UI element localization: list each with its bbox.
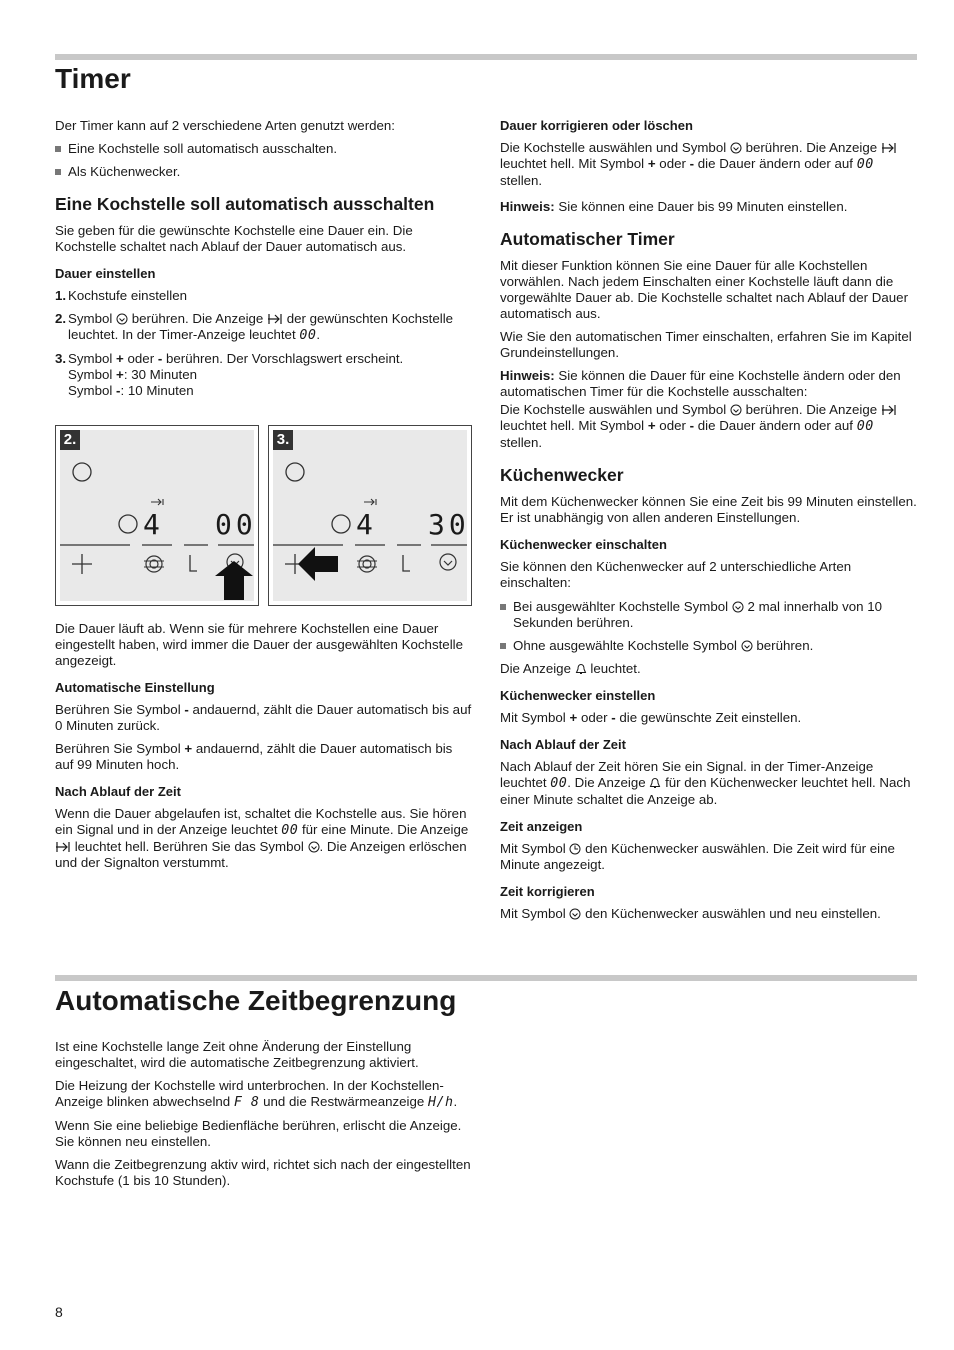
auto-timer-text-2: Wie Sie den automatischen Timer einschalten, erfahren Sie im Kapitel Grundeinstellungen. bbox=[500, 329, 912, 360]
zeit-korrigieren-text: Mit Symbol den Küchenwecker auswählen und neu einstellen. bbox=[500, 906, 881, 921]
level-display: 4 bbox=[356, 508, 374, 541]
heading-wecker-einstellen: Küchenwecker einstellen bbox=[500, 688, 656, 703]
wecker-set-text: Mit Symbol + oder - die gewünschte Zeit einstellen. bbox=[500, 710, 802, 725]
heading-zeit-korrigieren: Zeit korrigieren bbox=[500, 884, 595, 899]
zeitbegrenzung-text-3: Wenn Sie eine beliebige Bedienfläche berühren, erlischt die Anzeige. Sie können neu einstellen. bbox=[55, 1118, 462, 1149]
zeit-anzeigen-text: Mit Symbol den Küchenwecker auswählen. Die Zeit wird für eine Minute angezeigt. bbox=[500, 841, 895, 872]
timer-icon bbox=[730, 142, 742, 154]
list-item: Bei ausgewählter Kochstelle Symbol 2 mal innerhalb von 10 Sekunden berühren. bbox=[500, 599, 918, 631]
left-column-lower bbox=[55, 621, 473, 878]
intro-text: Der Timer kann auf 2 verschiedene Arten genutzt werden: bbox=[55, 118, 395, 133]
nach-ablauf-text: Wenn die Dauer abgelaufen ist, schaltet die Kochstelle aus. Sie hören ein Signal und in der Anzeige leuchtet 00 für eine Minute. Die Anzeige leuchtet hell. Berühren Sie das Symbol . Die Anzeigen erlöschen und der Signalton verstummt. bbox=[55, 806, 469, 870]
timer-icon bbox=[569, 908, 581, 920]
section2-text bbox=[55, 1039, 473, 1196]
wecker-ein-text: Sie können den Küchenwecker auf 2 unterschiedliche Arten einschalten: bbox=[500, 559, 852, 590]
arrow-bar-icon bbox=[55, 841, 71, 853]
bell-icon bbox=[575, 663, 587, 675]
auto-off-text: Sie geben für die gewünschte Kochstelle eine Dauer ein. Die Kochstelle schaltet nach Ablauf der Dauer automatisch aus. bbox=[55, 223, 413, 254]
after-figure-text: Die Dauer läuft ab. Wenn sie für mehrere Kochstellen eine Dauer eingestellt haben, wird immer die Dauer der ausgewählten Kochstelle angezeigt. bbox=[55, 621, 463, 668]
hinweis-1: Hinweis: Sie können eine Dauer bis 99 Minuten einstellen. bbox=[500, 199, 848, 214]
figure-label: 2. bbox=[60, 430, 80, 450]
step-2: 2. Symbol berühren. Die Anzeige der gewünschten Kochstelle leuchtet. In der Timer-Anzeige leuchtet 00. bbox=[55, 311, 454, 343]
figure-label: 3. bbox=[273, 430, 293, 450]
wecker-ein-list bbox=[500, 599, 918, 654]
heading-auto-einstellung: Automatische Einstellung bbox=[55, 680, 215, 695]
page-number: 8 bbox=[55, 1304, 63, 1320]
control-panel-figure-3 bbox=[268, 425, 472, 606]
section-title: Automatische Zeitbegrenzung bbox=[55, 985, 457, 1016]
heading-kuechenwecker: Küchenwecker bbox=[500, 465, 624, 485]
heading-nach-ablauf-2: Nach Ablauf der Zeit bbox=[500, 737, 626, 752]
control-panel-figure-2 bbox=[55, 425, 259, 606]
timer-icon bbox=[732, 601, 744, 613]
timer-display: 00 bbox=[215, 508, 257, 541]
auto-timer-text-1: Mit dieser Funktion können Sie eine Dauer für alle Kochstellen vorwählen. Nach jedem Einschalten einer Kochstelle läuft dann die vorgewählte Dauer ab. Die Kochstelle schaltet nach Ablauf der Dauer automatisch aus. bbox=[500, 258, 909, 321]
timer-icon bbox=[308, 841, 320, 853]
heading-wecker-einschalten: Küchenwecker einschalten bbox=[500, 537, 667, 552]
intro-list bbox=[55, 141, 473, 180]
title-rule bbox=[55, 54, 917, 60]
heading-nach-ablauf: Nach Ablauf der Zeit bbox=[55, 784, 181, 799]
timer-icon bbox=[730, 404, 742, 416]
zeitbegrenzung-text-2: Die Heizung der Kochstelle wird unterbrochen. In der Kochstellen-Anzeige blinken abwechselnd F 8 und die Restwärmeanzeige H/h. bbox=[55, 1078, 458, 1110]
list-item: Als Küchenwecker. bbox=[55, 164, 473, 180]
heading-korrigieren: Dauer korrigieren oder löschen bbox=[500, 118, 693, 133]
heading-zeit-anzeigen: Zeit anzeigen bbox=[500, 819, 583, 834]
left-column bbox=[55, 118, 473, 406]
arrow-bar-icon bbox=[881, 142, 897, 154]
clock-icon bbox=[569, 843, 581, 855]
arrow-bar-icon bbox=[881, 404, 897, 416]
auto-set-text-1: Berühren Sie Symbol - andauernd, zählt die Dauer automatisch bis auf 0 Minuten zurück. bbox=[55, 702, 472, 733]
korr-text: Die Kochstelle auswählen und Symbol berühren. Die Anzeige leuchtet hell. Mit Symbol + oder - die Dauer ändern oder auf 00 stellen. bbox=[500, 140, 918, 189]
level-display: 4 bbox=[143, 508, 161, 541]
page-title: Timer bbox=[55, 63, 131, 94]
timer-icon bbox=[116, 313, 128, 325]
zeitbegrenzung-text-1: Ist eine Kochstelle lange Zeit ohne Änderung der Einstellung eingeschaltet, wird die automatische Zeitbegrenzung aktiviert. bbox=[55, 1039, 419, 1070]
auto-set-text-2: Berühren Sie Symbol + andauernd, zählt die Dauer automatisch bis auf 99 Minuten hoch. bbox=[55, 741, 453, 772]
list-item: Eine Kochstelle soll automatisch ausschalten. bbox=[55, 141, 473, 157]
timer-icon bbox=[741, 640, 753, 652]
step-3: 3. Symbol + oder - berühren. Der Vorschlagswert erscheint. Symbol +: 30 Minuten Symbol -: 10 Minuten bbox=[55, 351, 404, 398]
arrow-bar-icon bbox=[267, 313, 283, 325]
list-item: Ohne ausgewählte Kochstelle Symbol berühren. bbox=[500, 638, 918, 654]
nach-ablauf-2-text: Nach Ablauf der Zeit hören Sie ein Signal. in der Timer-Anzeige leuchtet 00. Die Anzeige für den Küchenwecker leuchtet hell. Nach einer Minute schaltet die Anzeige ab. bbox=[500, 759, 911, 807]
bell-icon bbox=[649, 777, 661, 789]
hinweis-2: Hinweis: Sie können die Dauer für eine Kochstelle ändern oder den automatischen Timer für die Kochstelle ausschalten: bbox=[500, 368, 901, 399]
heading-dauer-einstellen: Dauer einstellen bbox=[55, 266, 156, 281]
step-1: 1. Kochstufe einstellen bbox=[55, 288, 188, 303]
zeitbegrenzung-text-4: Wann die Zeitbegrenzung aktiv wird, richtet sich nach der eingestellten Kochstufe (1 bis 10 Stunden). bbox=[55, 1157, 471, 1188]
section-rule bbox=[55, 975, 917, 981]
heading-auto-timer: Automatischer Timer bbox=[500, 229, 675, 249]
heading-auto-off: Eine Kochstelle soll automatisch ausschalten bbox=[55, 194, 435, 214]
hinweis-2-detail: Die Kochstelle auswählen und Symbol berühren. Die Anzeige leuchtet hell. Mit Symbol + oder - die Dauer ändern oder auf 00 stellen. bbox=[500, 402, 918, 451]
wecker-text: Mit dem Küchenwecker können Sie eine Zeit bis 99 Minuten einstellen. Er ist unabhängig von allen anderen Einstellungen. bbox=[500, 494, 917, 525]
anzeige-bell-text: Die Anzeige leuchtet. bbox=[500, 661, 641, 676]
right-column bbox=[500, 107, 918, 929]
timer-display: 30 bbox=[428, 508, 470, 541]
steps-list bbox=[55, 288, 473, 399]
